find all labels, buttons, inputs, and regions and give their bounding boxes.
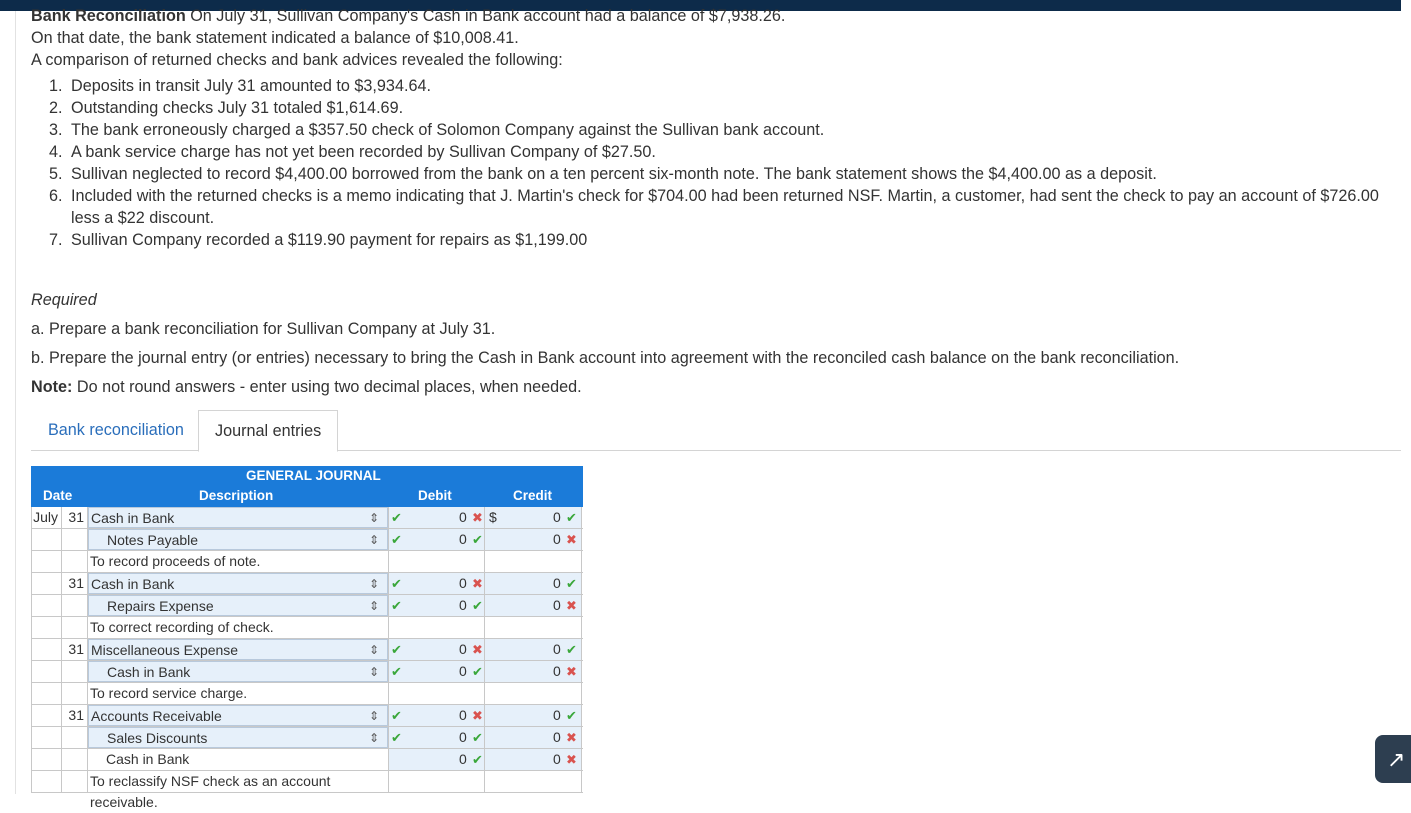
credit-input[interactable]: 0 ✖: [485, 595, 582, 616]
fact-number: 5.: [49, 165, 63, 183]
date-month-cell: [31, 705, 62, 726]
fact-item: [31, 229, 1396, 251]
account-select[interactable]: Notes Payable ⇕: [88, 529, 388, 550]
debit-mark-icon: ✔: [472, 598, 483, 613]
credit-cell: [485, 617, 582, 638]
journal-row: [31, 705, 583, 727]
credit-input[interactable]: 0 ✖: [485, 661, 582, 682]
required-label: Required: [31, 291, 97, 309]
date-month-cell: July: [31, 507, 62, 528]
debit-input[interactable]: ✔ 0 ✖: [388, 705, 485, 726]
date-month-cell: [31, 771, 62, 792]
date-month-cell: [31, 529, 62, 550]
date-day-cell: [62, 749, 88, 770]
date-month-cell: [31, 617, 62, 638]
select-arrows-icon: ⇕: [368, 643, 379, 657]
debit-header: Debit: [418, 488, 452, 503]
general-journal: [31, 466, 583, 810]
debit-input[interactable]: ✔ 0 ✔: [388, 661, 485, 682]
date-month-cell: [31, 749, 62, 770]
account-check-icon: ✔: [391, 730, 402, 745]
fact-number: 3.: [49, 121, 63, 139]
fact-text: Outstanding checks July 31 totaled $1,614.69.: [71, 99, 404, 117]
credit-cell: [485, 771, 582, 792]
memo-cell: To correct recording of check.: [88, 617, 389, 638]
debit-mark-icon: ✔: [472, 532, 483, 547]
facts-list: [31, 75, 1396, 251]
journal-title: GENERAL JOURNAL: [246, 468, 381, 483]
journal-row: [31, 529, 583, 551]
select-arrows-icon: ⇕: [368, 577, 379, 591]
date-day-cell: [62, 529, 88, 550]
date-day-cell: [62, 683, 88, 704]
account-check-icon: ✔: [391, 642, 402, 657]
dollar-sign: $: [489, 509, 497, 525]
debit-input[interactable]: 0 ✔: [388, 749, 485, 770]
debit-input[interactable]: ✔ 0 ✖: [388, 507, 485, 528]
account-select[interactable]: Miscellaneous Expense ⇕: [88, 639, 388, 660]
credit-input[interactable]: 0 ✖: [485, 727, 582, 748]
tab-bank-reconciliation[interactable]: Bank reconciliation: [48, 421, 184, 439]
journal-row: [31, 661, 583, 683]
memo-cell: To record proceeds of note.: [88, 551, 389, 572]
fact-text: Sullivan Company recorded a $119.90 payment for repairs as $1,199.00: [71, 231, 588, 249]
debit-mark-icon: ✖: [472, 510, 483, 525]
date-month-cell: [31, 683, 62, 704]
date-month-cell: [31, 727, 62, 748]
tab-journal-entries[interactable]: Journal entries: [198, 410, 338, 452]
select-arrows-icon: ⇕: [368, 533, 379, 547]
fact-text: Included with the returned checks is a memo indicating that J. Martin's check for $704.00 had been returned NSF. Martin, a customer, had sent the check to pay an account of $726.00 less a $22 discount.: [71, 187, 1379, 227]
date-day-cell: [62, 661, 88, 682]
fact-text: The bank erroneously charged a $357.50 check of Solomon Company against the Sullivan bank account.: [71, 121, 825, 139]
fact-text: Deposits in transit July 31 amounted to $3,934.64.: [71, 77, 431, 95]
debit-mark-icon: ✔: [472, 752, 483, 767]
debit-cell: [389, 617, 485, 638]
note: Note: Do not round answers - enter using two decimal places, when needed.: [31, 378, 582, 396]
date-day-cell: 31: [62, 507, 88, 528]
debit-input[interactable]: ✔ 0 ✔: [388, 727, 485, 748]
side-help-button[interactable]: [1375, 735, 1411, 783]
credit-mark-icon: ✔: [566, 576, 577, 591]
journal-row: [31, 573, 583, 595]
credit-mark-icon: ✔: [566, 510, 577, 525]
fact-number: 6.: [49, 187, 63, 205]
credit-mark-icon: ✖: [566, 532, 577, 547]
journal-row: [31, 507, 583, 529]
credit-input[interactable]: 0 ✖: [485, 529, 582, 550]
credit-cell: [485, 683, 582, 704]
intro-line-2: On that date, the bank statement indicated a balance of $10,008.41.: [31, 29, 519, 47]
date-month-cell: [31, 573, 62, 594]
journal-row: [31, 595, 583, 617]
journal-rows: [31, 507, 583, 810]
requirement-a: a. Prepare a bank reconciliation for Sullivan Company at July 31.: [31, 320, 496, 338]
journal-row: [31, 683, 583, 705]
fact-text: A bank service charge has not yet been recorded by Sullivan Company of $27.50.: [71, 143, 656, 161]
date-day-cell: 31: [62, 639, 88, 660]
debit-mark-icon: ✔: [472, 730, 483, 745]
problem-text: [31, 5, 1396, 398]
date-header: Date: [43, 488, 73, 503]
credit-input[interactable]: 0 ✔: [485, 705, 582, 726]
journal-row: [31, 749, 583, 771]
debit-cell: [389, 771, 485, 792]
credit-input[interactable]: $ 0 ✔: [485, 507, 582, 528]
debit-input[interactable]: ✔ 0 ✖: [388, 639, 485, 660]
fact-item: [31, 119, 1396, 141]
fact-number: 2.: [49, 99, 63, 117]
date-day-cell: [62, 595, 88, 616]
date-month-cell: [31, 595, 62, 616]
left-divider: [15, 11, 16, 794]
debit-mark-icon: ✔: [472, 664, 483, 679]
account-select[interactable]: Repairs Expense ⇕: [88, 595, 388, 616]
intro-line-3: A comparison of returned checks and bank advices revealed the following:: [31, 51, 563, 69]
account-check-icon: ✔: [391, 664, 402, 679]
fact-item: [31, 185, 1396, 229]
credit-mark-icon: ✖: [566, 598, 577, 613]
account-check-icon: ✔: [391, 510, 402, 525]
debit-cell: [389, 683, 485, 704]
fact-number: 4.: [49, 143, 63, 161]
select-arrows-icon: ⇕: [368, 599, 379, 613]
fact-item: [31, 163, 1396, 185]
fact-item: [31, 141, 1396, 163]
credit-mark-icon: ✖: [566, 730, 577, 745]
account-select[interactable]: Cash in Bank ⇕: [88, 661, 388, 682]
date-day-cell: 31: [62, 705, 88, 726]
account-select[interactable]: Sales Discounts ⇕: [88, 727, 388, 748]
description-header: Description: [199, 488, 274, 503]
journal-row: [31, 617, 583, 639]
fact-item: [31, 97, 1396, 119]
requirement-b: b. Prepare the journal entry (or entries) necessary to bring the Cash in Bank account into agreement with the reconciled cash balance on the bank reconciliation.: [31, 349, 1180, 367]
debit-cell: [389, 551, 485, 572]
date-month-cell: [31, 661, 62, 682]
fact-number: 7.: [49, 231, 63, 249]
debit-input[interactable]: ✔ 0 ✔: [388, 595, 485, 616]
date-day-cell: [62, 551, 88, 572]
date-month-cell: [31, 551, 62, 572]
account-check-icon: ✔: [391, 708, 402, 723]
date-day-cell: [62, 727, 88, 748]
memo-cell: To record service charge.: [88, 683, 389, 704]
journal-row: [31, 727, 583, 749]
credit-input[interactable]: 0 ✔: [485, 573, 582, 594]
account-select[interactable]: Cash in Bank ⇕: [88, 507, 388, 528]
account-select[interactable]: Cash in Bank ⇕: [88, 573, 388, 594]
debit-mark-icon: ✖: [472, 708, 483, 723]
date-day-cell: [62, 771, 88, 792]
tab-bar: [31, 410, 1401, 451]
fact-item: [31, 75, 1396, 97]
credit-header: Credit: [513, 488, 553, 503]
select-arrows-icon: ⇕: [368, 665, 379, 679]
intro-line-1: Bank Reconciliation On July 31, Sullivan Company's Cash in Bank account had a balance of $7,938.26.: [31, 7, 786, 25]
journal-row: [31, 639, 583, 661]
select-arrows-icon: ⇕: [368, 709, 379, 723]
credit-cell: [485, 551, 582, 572]
debit-mark-icon: ✖: [472, 576, 483, 591]
journal-row: [31, 551, 583, 573]
select-arrows-icon: ⇕: [368, 731, 379, 745]
date-day-cell: 31: [62, 573, 88, 594]
credit-input[interactable]: 0 ✖: [485, 749, 582, 770]
credit-mark-icon: ✔: [566, 708, 577, 723]
credit-mark-icon: ✖: [566, 664, 577, 679]
credit-mark-icon: ✔: [566, 642, 577, 657]
account-select[interactable]: Accounts Receivable ⇕: [88, 705, 388, 726]
select-arrows-icon: ⇕: [368, 511, 379, 525]
debit-mark-icon: ✖: [472, 642, 483, 657]
debit-input[interactable]: ✔ 0 ✖: [388, 573, 485, 594]
date-month-cell: [31, 639, 62, 660]
account-check-icon: ✔: [391, 576, 402, 591]
problem-title: Bank Reconciliation: [31, 7, 186, 25]
memo-cell: To reclassify NSF check as an account receivable.: [88, 771, 389, 792]
fact-text: Sullivan neglected to record $4,400.00 borrowed from the bank on a ten percent six-month note. The bank statement shows the $4,400.00 as a deposit.: [71, 165, 1157, 183]
journal-header: [31, 466, 583, 507]
date-day-cell: [62, 617, 88, 638]
arrow-icon: ↗: [1387, 747, 1406, 772]
journal-row: [31, 771, 583, 810]
credit-input[interactable]: 0 ✔: [485, 639, 582, 660]
account-check-icon: ✔: [391, 598, 402, 613]
credit-mark-icon: ✖: [566, 752, 577, 767]
debit-input[interactable]: ✔ 0 ✔: [388, 529, 485, 550]
account-check-icon: ✔: [391, 532, 402, 547]
fact-number: 1.: [49, 77, 63, 95]
account-select[interactable]: Cash in Bank: [106, 751, 190, 767]
